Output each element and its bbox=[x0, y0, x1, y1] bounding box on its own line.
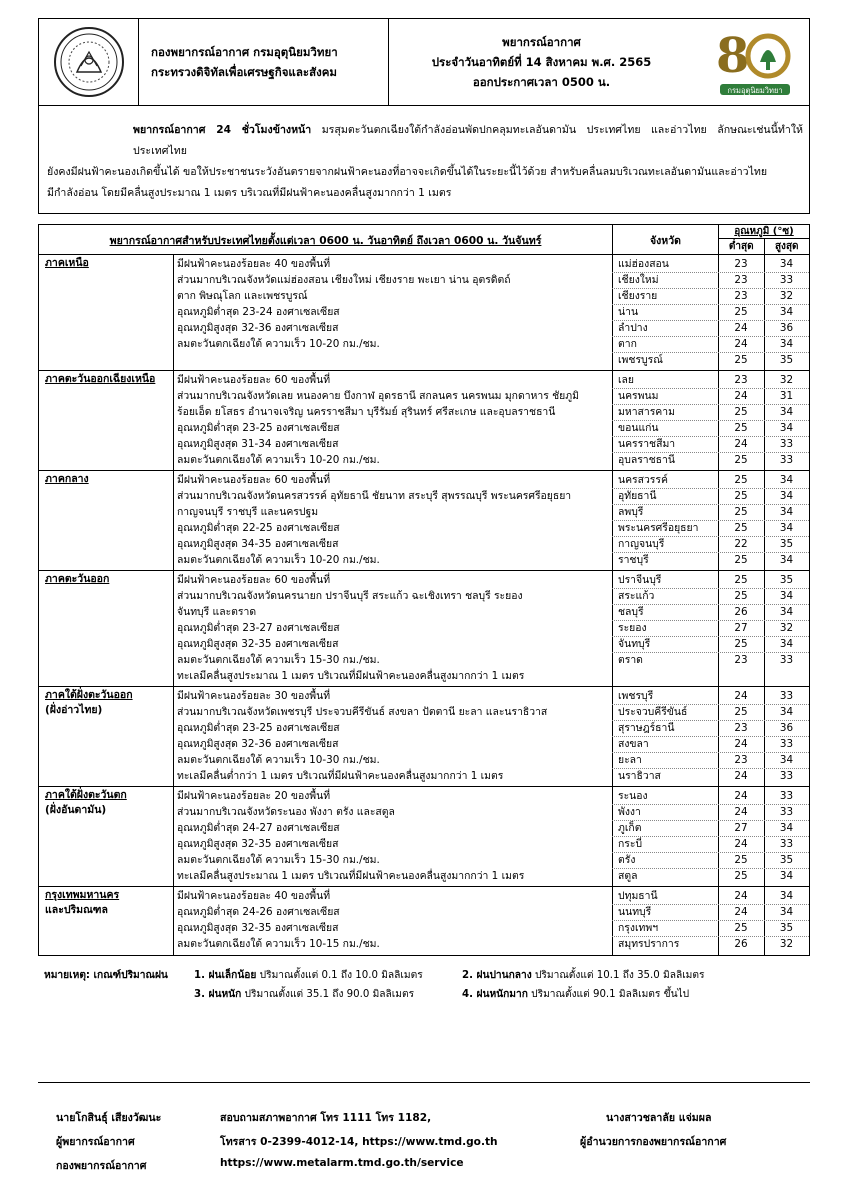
row-separator bbox=[612, 936, 809, 937]
min-temp: 25 bbox=[734, 854, 748, 866]
forecast-summary bbox=[38, 106, 810, 214]
province-name: อุทัยธานี bbox=[618, 490, 657, 502]
forecast-table bbox=[38, 224, 810, 956]
province-name: ตาก bbox=[618, 338, 637, 350]
table-header-province: จังหวัด bbox=[612, 225, 718, 255]
row-separator bbox=[612, 620, 809, 621]
note-very-heavy-rain: 4. ฝนหนักมาก ปริมาณตั้งแต่ 90.1 มิลลิเมตร ขึ้นไป bbox=[462, 989, 690, 1000]
min-temp: 25 bbox=[734, 554, 748, 566]
forecast-line: มีฝนฟ้าคะนองร้อยละ 30 ของพื้นที่ bbox=[177, 690, 331, 702]
max-temp: 34 bbox=[779, 638, 794, 650]
max-temp: 34 bbox=[779, 306, 794, 318]
row-separator bbox=[612, 704, 809, 705]
region-name: ภาคตะวันออกเฉียงเหนือ bbox=[45, 373, 156, 385]
max-temp: 34 bbox=[779, 554, 794, 566]
max-temp: 34 bbox=[779, 506, 794, 518]
min-temp: 25 bbox=[734, 870, 748, 882]
forecast-line: ลมตะวันตกเฉียงใต้ ความเร็ว 10-20 กม./ชม. bbox=[177, 338, 380, 350]
forecast-line: อุณหภูมิสูงสุด 34-35 องศาเซลเซียส bbox=[177, 538, 339, 550]
max-temp: 33 bbox=[779, 790, 794, 802]
max-temp: 33 bbox=[779, 654, 794, 666]
summary-line-1: มรสุมตะวันตกเฉียงใต้กำลังอ่อนพัดปกคลุมทะเลอันดามัน ประเทศไทย และอ่าวไทย ลักษณะเช่นนี้ทำให้ประเทศไทย bbox=[133, 124, 803, 157]
row-separator bbox=[612, 820, 809, 821]
forecast-line: มีฝนฟ้าคะนองร้อยละ 60 ของพื้นที่ bbox=[177, 474, 331, 486]
contact-service-link[interactable]: https://www.metalarm.tmd.go.th/service bbox=[220, 1157, 464, 1169]
summary-lead: พยากรณ์อากาศ 24 ชั่วโมงข้างหน้า bbox=[133, 124, 312, 136]
forecast-line-column bbox=[177, 688, 612, 784]
min-temp: 25 bbox=[734, 474, 748, 486]
max-temp: 33 bbox=[779, 274, 794, 286]
min-temp: 25 bbox=[734, 922, 748, 934]
forecast-line: ส่วนมากบริเวณจังหวัดนครสวรรค์ อุทัยธานี ชัยนาท สระบุรี สุพรรณบุรี พระนครศรีอยุธยา bbox=[177, 490, 572, 502]
forecast-line: ทะเลมีคลื่นสูงประมาณ 1 เมตร บริเวณที่มีฝนฟ้าคะนองคลื่นสูงมากกว่า 1 เมตร bbox=[177, 870, 525, 882]
min-temp: 23 bbox=[734, 654, 748, 666]
region-row bbox=[39, 255, 809, 371]
province-name: ลพบุรี bbox=[618, 506, 644, 518]
tmd-80-logo bbox=[694, 19, 809, 105]
province-name: สมุทรปราการ bbox=[618, 938, 680, 950]
forecast-line: อุณหภูมิสูงสุด 32-35 องศาเซลเซียส bbox=[177, 638, 339, 650]
forecast-line: อุณหภูมิสูงสุด 32-35 องศาเซลเซียส bbox=[177, 838, 339, 850]
row-separator bbox=[612, 636, 809, 637]
province-name: นครราชสีมา bbox=[618, 438, 676, 450]
svg-text:กรมอุตุนิยมวิทยา: กรมอุตุนิยมวิทยา bbox=[726, 86, 783, 95]
min-temp: 25 bbox=[734, 590, 748, 602]
province-name: เพชรบุรี bbox=[618, 690, 654, 702]
max-temp: 32 bbox=[779, 290, 794, 302]
row-separator bbox=[612, 504, 809, 505]
province-name: อุบลราชธานี bbox=[618, 454, 675, 466]
province-name: ปทุมธานี bbox=[618, 890, 658, 902]
province-name: ขอนแก่น bbox=[618, 422, 659, 434]
row-separator bbox=[612, 588, 809, 589]
row-separator bbox=[612, 920, 809, 921]
forecast-line: ตาก พิษณุโลก และเพชรบูรณ์ bbox=[177, 290, 308, 302]
min-temp: 25 bbox=[734, 706, 748, 718]
director-role: ผู้อำนวยการกองพยากรณ์อากาศ bbox=[580, 1136, 727, 1148]
province-name: นราธิวาส bbox=[618, 770, 661, 782]
row-separator bbox=[612, 420, 809, 421]
max-temp: 33 bbox=[779, 838, 794, 850]
forecast-line: อุณหภูมิสูงสุด 32-36 องศาเซลเซียส bbox=[177, 322, 339, 334]
min-temp: 24 bbox=[734, 690, 748, 702]
region-row bbox=[39, 887, 809, 955]
forecast-line: ลมตะวันตกเฉียงใต้ ความเร็ว 10-20 กม./ชม. bbox=[177, 554, 380, 566]
max-temp: 33 bbox=[779, 454, 794, 466]
max-temp: 33 bbox=[779, 690, 794, 702]
region-row bbox=[39, 471, 809, 571]
row-separator bbox=[612, 336, 809, 337]
province-name: กาญจนบุรี bbox=[618, 538, 665, 550]
max-temp: 34 bbox=[779, 606, 794, 618]
table-header-max: สูงสุด bbox=[764, 239, 810, 254]
max-temp: 34 bbox=[779, 490, 794, 502]
forecast-line: อุณหภูมิต่ำสุด 23-25 องศาเซลเซียส bbox=[177, 422, 340, 434]
forecast-line: ทะเลมีคลื่นต่ำกว่า 1 เมตร บริเวณที่มีฝนฟ้าคะนองคลื่นสูงมากกว่า 1 เมตร bbox=[177, 770, 504, 782]
province-name: น่าน bbox=[618, 306, 639, 318]
max-temp: 34 bbox=[779, 706, 794, 718]
forecast-line-column bbox=[177, 888, 612, 952]
province-name: ภูเก็ต bbox=[618, 822, 642, 834]
forecast-line: ร้อยเอ็ด ยโสธร อำนาจเจริญ นครราชสีมา บุรีรัมย์ สุรินทร์ ศรีสะเกษ และอุบลราชธานี bbox=[177, 406, 556, 418]
row-separator bbox=[612, 488, 809, 489]
row-separator bbox=[612, 652, 809, 653]
min-temp: 25 bbox=[734, 490, 748, 502]
min-temp: 24 bbox=[734, 438, 748, 450]
province-name: เลย bbox=[618, 374, 635, 386]
max-temp: 35 bbox=[779, 538, 794, 550]
director-name: นางสาวชลาลัย แจ่มผล bbox=[606, 1112, 712, 1124]
province-name: นนทบุรี bbox=[618, 906, 652, 918]
region-name: ภาคกลาง bbox=[45, 473, 89, 485]
province-name: เชียงใหม่ bbox=[618, 274, 659, 286]
row-separator bbox=[612, 804, 809, 805]
row-separator bbox=[612, 404, 809, 405]
note-moderate-rain: 2. ฝนปานกลาง ปริมาณตั้งแต่ 10.1 ถึง 35.0 มิลลิเมตร bbox=[462, 970, 705, 981]
max-temp: 35 bbox=[779, 854, 794, 866]
row-separator bbox=[612, 536, 809, 537]
max-temp: 34 bbox=[779, 406, 794, 418]
province-name: สตูล bbox=[618, 870, 638, 882]
row-separator bbox=[612, 436, 809, 437]
province-name: สุราษฎร์ธานี bbox=[618, 722, 675, 734]
forecast-line: ลมตะวันตกเฉียงใต้ ความเร็ว 10-30 กม./ชม. bbox=[177, 754, 380, 766]
row-separator bbox=[612, 520, 809, 521]
max-temp: 34 bbox=[779, 422, 794, 434]
forecast-line: อุณหภูมิต่ำสุด 24-26 องศาเซลเซียส bbox=[177, 906, 340, 918]
max-temp: 32 bbox=[779, 938, 794, 950]
max-temp: 34 bbox=[779, 258, 794, 270]
min-temp: 24 bbox=[734, 890, 748, 902]
region-row bbox=[39, 371, 809, 471]
min-temp: 24 bbox=[734, 738, 748, 750]
max-temp: 33 bbox=[779, 770, 794, 782]
province-name: สระแก้ว bbox=[618, 590, 655, 602]
max-temp: 32 bbox=[779, 374, 794, 386]
region-name: ภาคใต้ฝั่งตะวันตก (ฝั่งอันดามัน) bbox=[45, 789, 127, 816]
document-footer bbox=[38, 1082, 810, 1178]
province-name: ปราจีนบุรี bbox=[618, 574, 662, 586]
region-row bbox=[39, 687, 809, 787]
department-name: กองพยากรณ์อากาศ กรมอุตุนิยมวิทยา bbox=[151, 45, 338, 59]
forecast-line: อุณหภูมิต่ำสุด 23-27 องศาเซลเซียส bbox=[177, 622, 340, 634]
province-name: ตรัง bbox=[618, 854, 636, 866]
max-temp: 34 bbox=[779, 822, 794, 834]
max-temp: 34 bbox=[779, 890, 794, 902]
forecast-line: อุณหภูมิสูงสุด 32-35 องศาเซลเซียส bbox=[177, 922, 339, 934]
province-name: ราชบุรี bbox=[618, 554, 649, 566]
row-separator bbox=[612, 288, 809, 289]
max-temp: 32 bbox=[779, 622, 794, 634]
row-separator bbox=[612, 904, 809, 905]
min-temp: 23 bbox=[734, 722, 748, 734]
forecast-line-column bbox=[177, 256, 612, 352]
row-separator bbox=[612, 352, 809, 353]
forecast-line-column bbox=[177, 472, 612, 568]
min-temp: 25 bbox=[734, 454, 748, 466]
forecast-line: มีฝนฟ้าคะนองร้อยละ 40 ของพื้นที่ bbox=[177, 258, 331, 270]
max-temp: 34 bbox=[779, 590, 794, 602]
province-name: ระนอง bbox=[618, 790, 648, 802]
row-separator bbox=[612, 604, 809, 605]
max-temp: 35 bbox=[779, 922, 794, 934]
document-header bbox=[38, 18, 810, 106]
forecast-line: มีฝนฟ้าคะนองร้อยละ 40 ของพื้นที่ bbox=[177, 890, 331, 902]
min-temp: 25 bbox=[734, 406, 748, 418]
max-temp: 34 bbox=[779, 870, 794, 882]
max-temp: 34 bbox=[779, 338, 794, 350]
row-separator bbox=[612, 752, 809, 753]
contact-phone: สอบถามสภาพอากาศ โทร 1111 โทร 1182, bbox=[220, 1112, 432, 1124]
forecast-line-column bbox=[177, 788, 612, 884]
forecast-line: ส่วนมากบริเวณจังหวัดแม่ฮ่องสอน เชียงใหม่ เชียงราย พะเยา น่าน อุตรดิตถ์ bbox=[177, 274, 511, 286]
forecast-line: มีฝนฟ้าคะนองร้อยละ 20 ของพื้นที่ bbox=[177, 790, 331, 802]
region-name: ภาคตะวันออก bbox=[45, 573, 110, 585]
forecast-line: ลมตะวันตกเฉียงใต้ ความเร็ว 10-15 กม./ชม. bbox=[177, 938, 380, 950]
row-separator bbox=[612, 452, 809, 453]
row-separator bbox=[612, 868, 809, 869]
forecast-line: มีฝนฟ้าคะนองร้อยละ 60 ของพื้นที่ bbox=[177, 374, 331, 386]
min-temp: 24 bbox=[734, 806, 748, 818]
forecast-line: อุณหภูมิต่ำสุด 22-25 องศาเซลเซียส bbox=[177, 522, 340, 534]
forecast-line: อุณหภูมิต่ำสุด 24-27 องศาเซลเซียส bbox=[177, 822, 340, 834]
province-name: เชียงราย bbox=[618, 290, 658, 302]
row-separator bbox=[612, 320, 809, 321]
max-temp: 33 bbox=[779, 738, 794, 750]
min-temp: 26 bbox=[734, 938, 748, 950]
max-temp: 34 bbox=[779, 754, 794, 766]
province-name: กรุงเทพฯ bbox=[618, 922, 659, 934]
note-heavy-rain: 3. ฝนหนัก ปริมาณตั้งแต่ 35.1 ถึง 90.0 มิลลิเมตร bbox=[194, 989, 415, 1000]
anniversary-logo-icon bbox=[706, 22, 798, 102]
forecast-line: ส่วนมากบริเวณจังหวัดนครนายก ปราจีนบุรี สระแก้ว ฉะเชิงเทรา ชลบุรี ระยอง bbox=[177, 590, 523, 602]
row-separator bbox=[612, 736, 809, 737]
forecast-line: อุณหภูมิสูงสุด 32-36 องศาเซลเซียส bbox=[177, 738, 339, 750]
ministry-seal bbox=[39, 19, 139, 105]
seal-emblem-icon bbox=[53, 26, 125, 98]
province-name: จันทบุรี bbox=[618, 638, 651, 650]
note-light-rain: 1. ฝนเล็กน้อย ปริมาณตั้งแต่ 0.1 ถึง 10.0 มิลลิเมตร bbox=[194, 970, 423, 981]
region-name: ภาคใต้ฝั่งตะวันออก (ฝั่งอ่าวไทย) bbox=[45, 689, 133, 716]
min-temp: 25 bbox=[734, 354, 748, 366]
document-date: ประจำวันอาทิตย์ที่ 14 สิงหาคม พ.ศ. 2565 bbox=[431, 55, 652, 69]
forecast-line: ลมตะวันตกเฉียงใต้ ความเร็ว 15-30 กม./ชม. bbox=[177, 854, 380, 866]
min-temp: 24 bbox=[734, 390, 748, 402]
forecast-line: กาญจนบุรี ราชบุรี และนครปฐม bbox=[177, 506, 319, 518]
region-name: กรุงเทพมหานคร และปริมณฑล bbox=[45, 889, 120, 916]
row-separator bbox=[612, 768, 809, 769]
min-temp: 25 bbox=[734, 574, 748, 586]
max-temp: 35 bbox=[779, 354, 794, 366]
max-temp: 35 bbox=[779, 574, 794, 586]
max-temp: 34 bbox=[779, 522, 794, 534]
region-name: ภาคเหนือ bbox=[45, 257, 89, 269]
province-name: ลำปาง bbox=[618, 322, 648, 334]
min-temp: 23 bbox=[734, 290, 748, 302]
min-temp: 24 bbox=[734, 322, 748, 334]
row-separator bbox=[612, 388, 809, 389]
max-temp: 31 bbox=[779, 390, 794, 402]
province-name: ยะลา bbox=[618, 754, 642, 766]
forecast-line-column bbox=[177, 372, 612, 468]
department-block bbox=[139, 19, 389, 105]
min-temp: 25 bbox=[734, 522, 748, 534]
province-name: ตราด bbox=[618, 654, 643, 666]
province-name: พระนครศรีอยุธยา bbox=[618, 522, 699, 534]
table-header bbox=[39, 225, 809, 255]
forecast-line: อุณหภูมิต่ำสุด 23-25 องศาเซลเซียส bbox=[177, 722, 340, 734]
region-row bbox=[39, 787, 809, 887]
min-temp: 25 bbox=[734, 422, 748, 434]
row-separator bbox=[612, 552, 809, 553]
issued-time: ออกประกาศเวลา 0500 น. bbox=[472, 75, 611, 89]
forecast-line: ลมตะวันตกเฉียงใต้ ความเร็ว 15-30 กม./ชม. bbox=[177, 654, 380, 666]
min-temp: 25 bbox=[734, 506, 748, 518]
svg-text:8: 8 bbox=[715, 28, 749, 84]
row-separator bbox=[612, 272, 809, 273]
row-separator bbox=[612, 852, 809, 853]
province-name: ชลบุรี bbox=[618, 606, 644, 618]
max-temp: 36 bbox=[779, 722, 794, 734]
min-temp: 24 bbox=[734, 790, 748, 802]
min-temp: 25 bbox=[734, 306, 748, 318]
region-row bbox=[39, 571, 809, 687]
row-separator bbox=[612, 304, 809, 305]
province-name: ประจวบคีรีขันธ์ bbox=[618, 706, 688, 718]
min-temp: 27 bbox=[734, 822, 748, 834]
province-name: แม่ฮ่องสอน bbox=[618, 258, 669, 270]
min-temp: 26 bbox=[734, 606, 748, 618]
min-temp: 24 bbox=[734, 906, 748, 918]
forecast-line: ส่วนมากบริเวณจังหวัดเลย หนองคาย บึงกาฬ อุดรธานี สกลนคร นครพนม มุกดาหาร ชัยภูมิ bbox=[177, 390, 579, 402]
table-header-temperature: อุณหภูมิ (°ซ) ต่ำสุด สูงสุด bbox=[718, 225, 809, 255]
province-name: กระบี่ bbox=[618, 838, 643, 850]
min-temp: 22 bbox=[734, 538, 748, 550]
document-title: พยากรณ์อากาศ bbox=[502, 35, 581, 49]
ministry-name: กระทรวงดิจิทัลเพื่อเศรษฐกิจและสังคม bbox=[151, 65, 337, 79]
province-name: นครสวรรค์ bbox=[618, 474, 668, 486]
forecaster-department: กองพยากรณ์อากาศ bbox=[56, 1160, 147, 1172]
province-name: เพชรบูรณ์ bbox=[618, 354, 663, 366]
max-temp: 33 bbox=[779, 438, 794, 450]
table-header-period: พยากรณ์อากาศสำหรับประเทศไทยตั้งแต่เวลา 0600 น. วันอาทิตย์ ถึงเวลา 0600 น. วันจันทร์ bbox=[109, 234, 542, 247]
min-temp: 27 bbox=[734, 622, 748, 634]
summary-line-2: ยังคงมีฝนฟ้าคะนองเกิดขึ้นได้ ขอให้ประชาชนระวังอันตรายจากฝนฟ้าคะนองที่อาจจะเกิดขึ้นได้ในระยะนี้ไว้ด้วย สำหรับคลื่นลมบริเวณทะเลอันดามันและอ่าวไทย bbox=[47, 166, 768, 178]
province-name: สงขลา bbox=[618, 738, 649, 750]
forecaster-role: ผู้พยากรณ์อากาศ bbox=[56, 1136, 135, 1148]
forecast-line: มีฝนฟ้าคะนองร้อยละ 60 ของพื้นที่ bbox=[177, 574, 331, 586]
min-temp: 24 bbox=[734, 770, 748, 782]
forecaster-name: นายโกสินธุ์ เสียงวัฒนะ bbox=[56, 1112, 162, 1124]
forecast-line: ส่วนมากบริเวณจังหวัดเพชรบุรี ประจวบคีรีขันธ์ สงขลา ปัตตานี ยะลา และนราธิวาส bbox=[177, 706, 548, 718]
forecast-line: อุณหภูมิสูงสุด 31-34 องศาเซลเซียส bbox=[177, 438, 339, 450]
max-temp: 33 bbox=[779, 806, 794, 818]
min-temp: 25 bbox=[734, 638, 748, 650]
summary-line-3: มีกำลังอ่อน โดยมีคลื่นสูงประมาณ 1 เมตร บริเวณที่มีฝนฟ้าคะนองคลื่นสูงมากกว่า 1 เมตร bbox=[47, 187, 452, 199]
title-block bbox=[389, 19, 694, 105]
max-temp: 34 bbox=[779, 906, 794, 918]
forecast-line: อุณหภูมิต่ำสุด 23-24 องศาเซลเซียส bbox=[177, 306, 340, 318]
min-temp: 23 bbox=[734, 374, 748, 386]
min-temp: 23 bbox=[734, 274, 748, 286]
province-name: นครพนม bbox=[618, 390, 659, 402]
min-temp: 24 bbox=[734, 838, 748, 850]
max-temp: 36 bbox=[779, 322, 794, 334]
table-header-min: ต่ำสุด bbox=[728, 241, 754, 252]
province-name: มหาสารคาม bbox=[618, 406, 675, 418]
row-separator bbox=[612, 836, 809, 837]
min-temp: 23 bbox=[734, 754, 748, 766]
min-temp: 23 bbox=[734, 258, 748, 270]
max-temp: 34 bbox=[779, 474, 794, 486]
min-temp: 24 bbox=[734, 338, 748, 350]
row-separator bbox=[612, 720, 809, 721]
forecast-line: จันทบุรี และตราด bbox=[177, 606, 257, 618]
notes-label: หมายเหตุ: เกณฑ์ปริมาณฝน bbox=[44, 970, 168, 981]
forecast-line: ลมตะวันตกเฉียงใต้ ความเร็ว 10-20 กม./ชม. bbox=[177, 454, 380, 466]
forecast-line: ส่วนมากบริเวณจังหวัดระนอง พังงา ตรัง และสตูล bbox=[177, 806, 395, 818]
forecast-line: ทะเลมีคลื่นสูงประมาณ 1 เมตร บริเวณที่มีฝนฟ้าคะนองคลื่นสูงมากกว่า 1 เมตร bbox=[177, 670, 525, 682]
forecast-line-column bbox=[177, 572, 612, 684]
province-name: พังงา bbox=[618, 806, 641, 818]
province-name: ระยอง bbox=[618, 622, 647, 634]
contact-website[interactable]: โทรสาร 0-2399-4012-14, https://www.tmd.go.th bbox=[220, 1136, 498, 1148]
